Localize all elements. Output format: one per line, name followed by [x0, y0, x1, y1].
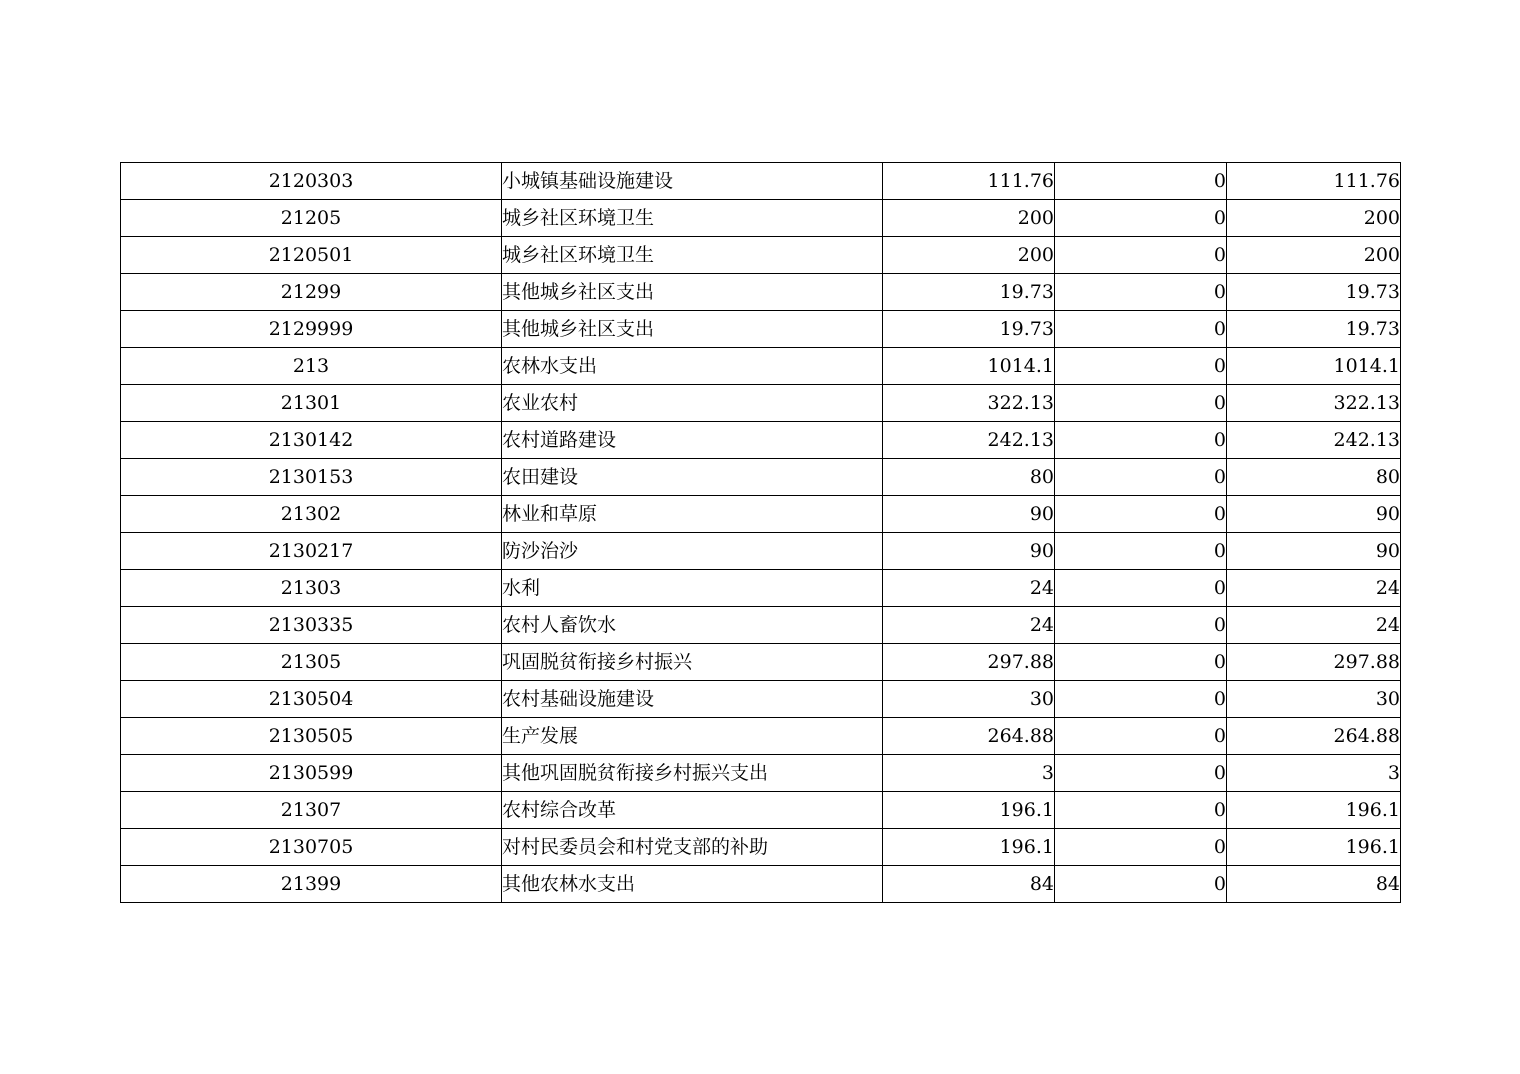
table-row — [121, 311, 1401, 348]
table-row — [121, 866, 1401, 903]
amount-cell: 297.88 — [1227, 644, 1401, 681]
amount-cell: 0 — [1055, 200, 1227, 237]
code-cell: 21301 — [121, 385, 502, 422]
table-row — [121, 348, 1401, 385]
amount-cell: 200 — [1227, 237, 1401, 274]
code-cell: 21302 — [121, 496, 502, 533]
table-row — [121, 607, 1401, 644]
amount-cell: 0 — [1055, 163, 1227, 200]
code-cell: 21305 — [121, 644, 502, 681]
amount-cell: 90 — [883, 533, 1055, 570]
code-cell: 2130153 — [121, 459, 502, 496]
amount-cell: 111.76 — [1227, 163, 1401, 200]
amount-cell: 80 — [1227, 459, 1401, 496]
amount-cell: 80 — [883, 459, 1055, 496]
table-row — [121, 681, 1401, 718]
table-row — [121, 570, 1401, 607]
amount-cell: 0 — [1055, 570, 1227, 607]
amount-cell: 0 — [1055, 644, 1227, 681]
table-row — [121, 422, 1401, 459]
amount-cell: 24 — [883, 607, 1055, 644]
amount-cell: 200 — [883, 237, 1055, 274]
table-row — [121, 200, 1401, 237]
amount-cell: 24 — [1227, 607, 1401, 644]
code-cell: 21205 — [121, 200, 502, 237]
amount-cell: 196.1 — [1227, 792, 1401, 829]
amount-cell: 264.88 — [883, 718, 1055, 755]
name-cell: 农村道路建设 — [502, 422, 883, 459]
amount-cell: 1014.1 — [883, 348, 1055, 385]
table-row — [121, 496, 1401, 533]
name-cell: 农村基础设施建设 — [502, 681, 883, 718]
name-cell: 林业和草原 — [502, 496, 883, 533]
amount-cell: 322.13 — [883, 385, 1055, 422]
name-cell: 农业农村 — [502, 385, 883, 422]
code-cell: 2130599 — [121, 755, 502, 792]
amount-cell: 264.88 — [1227, 718, 1401, 755]
code-cell: 213 — [121, 348, 502, 385]
code-cell: 2129999 — [121, 311, 502, 348]
amount-cell: 111.76 — [883, 163, 1055, 200]
table-row — [121, 385, 1401, 422]
amount-cell: 322.13 — [1227, 385, 1401, 422]
amount-cell: 0 — [1055, 311, 1227, 348]
name-cell: 其他巩固脱贫衔接乡村振兴支出 — [502, 755, 883, 792]
table-row — [121, 163, 1401, 200]
amount-cell: 19.73 — [883, 311, 1055, 348]
table-row — [121, 274, 1401, 311]
name-cell: 城乡社区环境卫生 — [502, 200, 883, 237]
amount-cell: 196.1 — [1227, 829, 1401, 866]
amount-cell: 200 — [1227, 200, 1401, 237]
amount-cell: 90 — [1227, 533, 1401, 570]
name-cell: 水利 — [502, 570, 883, 607]
code-cell: 21399 — [121, 866, 502, 903]
code-cell: 2130335 — [121, 607, 502, 644]
amount-cell: 0 — [1055, 718, 1227, 755]
amount-cell: 0 — [1055, 237, 1227, 274]
amount-cell: 90 — [883, 496, 1055, 533]
name-cell: 农村人畜饮水 — [502, 607, 883, 644]
amount-cell: 19.73 — [883, 274, 1055, 311]
name-cell: 农林水支出 — [502, 348, 883, 385]
code-cell: 2120303 — [121, 163, 502, 200]
table-row — [121, 792, 1401, 829]
amount-cell: 0 — [1055, 607, 1227, 644]
name-cell: 其他农林水支出 — [502, 866, 883, 903]
table-row — [121, 829, 1401, 866]
amount-cell: 84 — [1227, 866, 1401, 903]
name-cell: 巩固脱贫衔接乡村振兴 — [502, 644, 883, 681]
table-row — [121, 533, 1401, 570]
code-cell: 2130705 — [121, 829, 502, 866]
amount-cell: 196.1 — [883, 829, 1055, 866]
table-row — [121, 644, 1401, 681]
amount-cell: 84 — [883, 866, 1055, 903]
amount-cell: 1014.1 — [1227, 348, 1401, 385]
name-cell: 防沙治沙 — [502, 533, 883, 570]
code-cell: 2130142 — [121, 422, 502, 459]
name-cell: 其他城乡社区支出 — [502, 274, 883, 311]
amount-cell: 90 — [1227, 496, 1401, 533]
amount-cell: 200 — [883, 200, 1055, 237]
amount-cell: 30 — [883, 681, 1055, 718]
amount-cell: 196.1 — [883, 792, 1055, 829]
amount-cell: 24 — [883, 570, 1055, 607]
code-cell: 21307 — [121, 792, 502, 829]
code-cell: 2130217 — [121, 533, 502, 570]
name-cell: 对村民委员会和村党支部的补助 — [502, 829, 883, 866]
name-cell: 其他城乡社区支出 — [502, 311, 883, 348]
name-cell: 生产发展 — [502, 718, 883, 755]
table-row — [121, 237, 1401, 274]
amount-cell: 30 — [1227, 681, 1401, 718]
amount-cell: 0 — [1055, 792, 1227, 829]
amount-cell: 3 — [1227, 755, 1401, 792]
name-cell: 农村综合改革 — [502, 792, 883, 829]
amount-cell: 24 — [1227, 570, 1401, 607]
amount-cell: 0 — [1055, 681, 1227, 718]
name-cell: 小城镇基础设施建设 — [502, 163, 883, 200]
amount-cell: 0 — [1055, 274, 1227, 311]
amount-cell: 0 — [1055, 422, 1227, 459]
code-cell: 21299 — [121, 274, 502, 311]
code-cell: 2120501 — [121, 237, 502, 274]
table-row — [121, 755, 1401, 792]
amount-cell: 3 — [883, 755, 1055, 792]
amount-cell: 0 — [1055, 348, 1227, 385]
table-row — [121, 718, 1401, 755]
code-cell: 21303 — [121, 570, 502, 607]
table-body — [121, 163, 1401, 903]
amount-cell: 0 — [1055, 459, 1227, 496]
name-cell: 农田建设 — [502, 459, 883, 496]
name-cell: 城乡社区环境卫生 — [502, 237, 883, 274]
amount-cell: 297.88 — [883, 644, 1055, 681]
amount-cell: 0 — [1055, 385, 1227, 422]
amount-cell: 19.73 — [1227, 311, 1401, 348]
amount-cell: 0 — [1055, 829, 1227, 866]
amount-cell: 0 — [1055, 496, 1227, 533]
amount-cell: 242.13 — [1227, 422, 1401, 459]
amount-cell: 242.13 — [883, 422, 1055, 459]
code-cell: 2130504 — [121, 681, 502, 718]
amount-cell: 19.73 — [1227, 274, 1401, 311]
code-cell: 2130505 — [121, 718, 502, 755]
table-row — [121, 459, 1401, 496]
amount-cell: 0 — [1055, 866, 1227, 903]
budget-table — [120, 162, 1401, 903]
amount-cell: 0 — [1055, 755, 1227, 792]
amount-cell: 0 — [1055, 533, 1227, 570]
